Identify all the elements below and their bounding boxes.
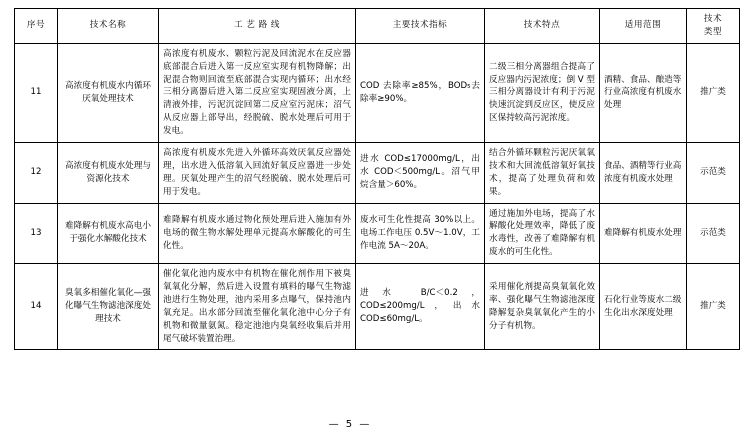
cell-main-index: COD 去除率≥85%，BOD₅去除率≥90%。 [356,43,485,142]
column-header-technology-type-line1: 技术 [703,14,723,24]
technology-catalog-table [14,8,740,350]
cell-process-route: 催化氧化池内废水中有机物在催化剂作用下被臭氧氧化分解，然后进入设置有填料的曝气生物滤池进行生物处理，池内采用多点曝气，保持池内氧充足。出水部分回流至催化氧化池中心分子有机物和微量氨氮。稳定池池内臭氧经收集后并用尾气破坏装置治理。 [159,264,356,350]
cell-applicable-scope: 难降解有机废水处理 [600,203,687,264]
cell-technical-feature: 结合外循环颗粒污泥厌氧氧技术和大回流低溶氧好氧技术，提高了处理负荷和效果。 [485,143,600,204]
table-body [15,43,740,350]
cell-main-index: 进水 COD≤17000mg/L，出水 COD＜500mg/L。沼气甲烷含量＞60%。 [356,143,485,204]
column-header-technology-type [687,9,740,44]
cell-process-route: 高浓度有机废水先进入外循环高效厌氧反应器处理，出水进入低溶氧入回流好氧反应器进一步处理。厌氧处理产生的沼气经脱硫、脱水处理后可用于发电。 [159,143,356,204]
cell-technology-name: 高浓度有机废水处理与资源化技术 [58,143,159,204]
table-row [15,143,740,204]
cell-process-route: 难降解有机废水通过物化预处理后进入施加有外电场的微生物水解处理单元提高水解酸化的可生化性。 [159,203,356,264]
cell-technology-type: 推广类 [687,43,740,142]
cell-applicable-scope: 石化行业等废水二级生化出水深度处理 [600,264,687,350]
column-header-main-index: 主要技术指标 [356,9,485,44]
table-row [15,43,740,142]
cell-process-route: 高浓度有机废水、颗粒污泥及回流泥水在反应器底部混合后进入第一反应室实现有机物降解；出泥混合物则回流至底部混合实现内循环；出水经三相分离器后进入第二反应室实现固液分离，上清液外排，污泥沉淀回第二反应室污泥床；沼气从反应器上部导出，经脱硫、脱水处理后可用于发电。 [159,43,356,142]
page-number: — 5 — [328,419,372,430]
cell-main-index: 废水可生化性提高 30%以上。电场工作电压 0.5V～1.0V，工作电流 5A～20A。 [356,203,485,264]
cell-technical-feature: 二级三相分离器组合提高了反应器内污泥浓度；倒 V 型三相分离器设计有利于污泥快速沉淀到反应区，使反应区保持较高污泥浓度。 [485,43,600,142]
cell-sequence: 11 [15,43,58,142]
table-row [15,203,740,264]
cell-applicable-scope: 酒精、食品、酿造等行业高浓度有机废水处理 [600,43,687,142]
column-header-technology-type-line2: 类型 [703,26,723,37]
cell-technology-name: 高浓度有机废水内循环厌氧处理技术 [58,43,159,142]
cell-main-index: 进水 B/C＜0.2，COD≤200mg/L，出水 COD≤60mg/L。 [356,264,485,350]
column-header-sequence [15,9,58,44]
cell-technology-type: 示范类 [687,143,740,204]
column-header-sequence-label: 序号 [26,20,46,31]
cell-sequence: 13 [15,203,58,264]
column-header-applicable-scope: 适用范围 [600,9,687,44]
cell-technology-type: 推广类 [687,264,740,350]
cell-technology-name: 难降解有机废水高电小于强化水解酸化技术 [58,203,159,264]
column-header-process-route: 工 艺 路 线 [159,9,356,44]
column-header-technology-name: 技术名称 [58,9,159,44]
cell-technology-type: 示范类 [687,203,740,264]
column-header-technical-feature: 技术特点 [485,9,600,44]
table-row [15,264,740,350]
cell-technology-name: 臭氧多相催化氧化—强化曝气生物滤池深度处理技术 [58,264,159,350]
table-header-row [15,9,740,44]
cell-sequence: 12 [15,143,58,204]
cell-technical-feature: 采用催化剂提高臭氧氧化效率、强化曝气生物滤池深度降解复杂臭氧氧化产生的小分子有机物。 [485,264,600,350]
cell-sequence: 14 [15,264,58,350]
cell-technical-feature: 通过施加外电场，提高了水解酸化处理效率，降低了废水毒性，改善了难降解有机废水的可生化性。 [485,203,600,264]
cell-applicable-scope: 食品、酒精等行业高浓度有机废水处理 [600,143,687,204]
table-header [15,9,740,44]
